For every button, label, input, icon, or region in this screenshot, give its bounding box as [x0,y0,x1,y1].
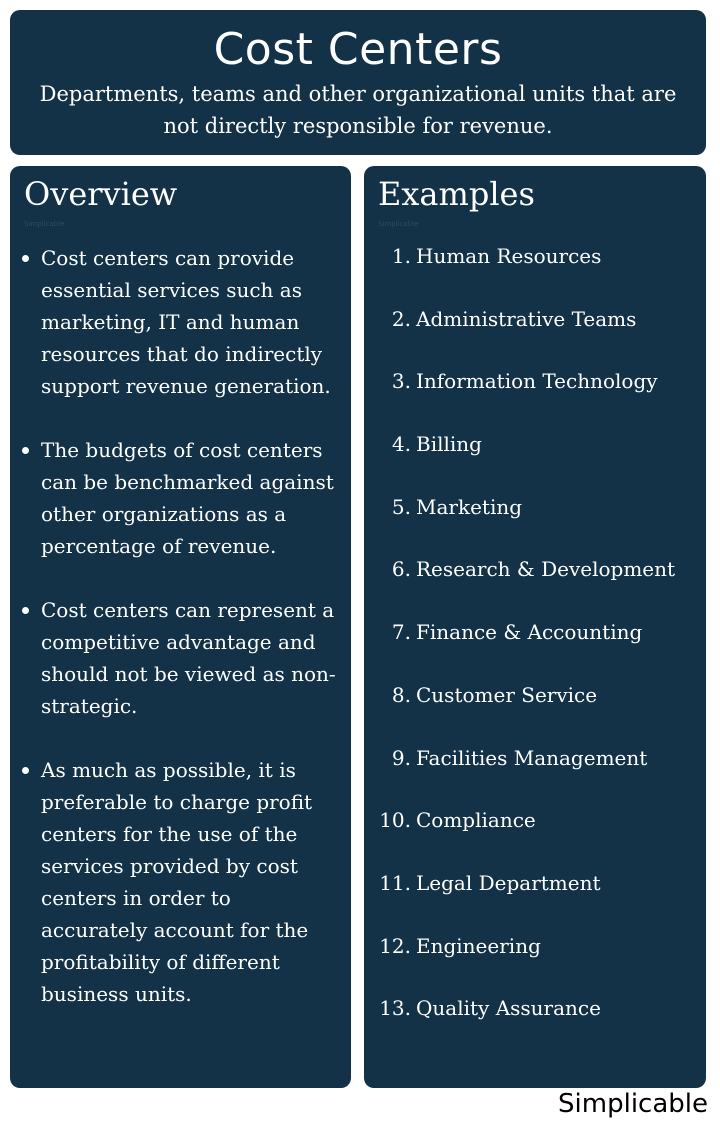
example-label: Administrative Teams [416,306,637,331]
example-label: Engineering [416,933,541,958]
example-label: Billing [416,432,482,457]
overview-bullet [22,754,343,1010]
example-item [364,303,706,366]
example-number: 12. [379,933,411,958]
example-item [364,616,706,679]
example-number: 9. [391,745,411,770]
overview-bullet [22,434,343,562]
example-number: 10. [379,808,411,833]
example-number: 5. [391,494,411,519]
overview-heading: Overview [24,175,178,213]
example-number: 4. [391,432,411,457]
example-number: 7. [391,620,411,645]
example-label: Finance & Accounting [416,620,643,645]
example-item [364,679,706,742]
overview-watermark: Simplicable [24,220,65,228]
overview-bullet-text: Cost centers can represent a competitive advantage and should not be viewed as non-strategic. [41,598,336,718]
bullet-dot-icon [22,607,29,614]
example-item [364,491,706,554]
overview-panel [10,166,351,1088]
brand-wordmark: Simplicable [558,1089,708,1119]
example-item [364,742,706,805]
example-number: 11. [379,870,411,895]
example-number: 13. [379,996,411,1021]
example-item [364,930,706,993]
example-label: Facilities Management [416,745,648,770]
bullet-dot-icon [22,767,29,774]
example-item [364,804,706,867]
example-item [364,365,706,428]
example-label: Human Resources [416,244,602,268]
example-number: 3. [391,369,411,394]
example-number: 8. [391,682,411,707]
page-title: Cost Centers [213,24,503,75]
header-panel [10,10,706,155]
example-number: 6. [391,557,411,582]
overview-bullet-text: The budgets of cost centers can be benchmarked against other organizations as a percentage of revenue. [41,438,334,558]
example-label: Customer Service [416,682,598,707]
bullet-dot-icon [22,255,29,262]
example-label: Legal Department [416,870,601,895]
bullet-dot-icon [22,447,29,454]
example-item [364,428,706,491]
overview-bullet-text: Cost centers can provide essential services such as marketing, IT and human resources that do indirectly support revenue generation. [41,246,331,398]
example-item [364,240,706,303]
example-label: Information Technology [416,369,658,394]
examples-panel [364,166,706,1088]
example-item [364,553,706,616]
examples-list [364,240,706,1055]
examples-watermark: Simplicable [378,220,419,228]
overview-bullet-list [22,242,343,1042]
example-number: 2. [391,306,411,331]
overview-bullet [22,594,343,722]
example-label: Quality Assurance [416,996,601,1021]
examples-heading: Examples [378,175,535,213]
overview-bullet-text: As much as possible, it is preferable to charge profit centers for the use of the services provided by cost centers in order to accurately account for the profitability of different business units. [41,758,313,1006]
example-label: Research & Development [416,557,676,582]
example-item [364,867,706,930]
example-label: Compliance [416,808,536,833]
page-subtitle: Departments, teams and other organizational units that are not directly responsible for revenue. [39,82,677,138]
example-label: Marketing [416,494,523,519]
overview-bullet [22,242,343,402]
example-item [364,992,706,1055]
example-number: 1. [391,244,411,268]
